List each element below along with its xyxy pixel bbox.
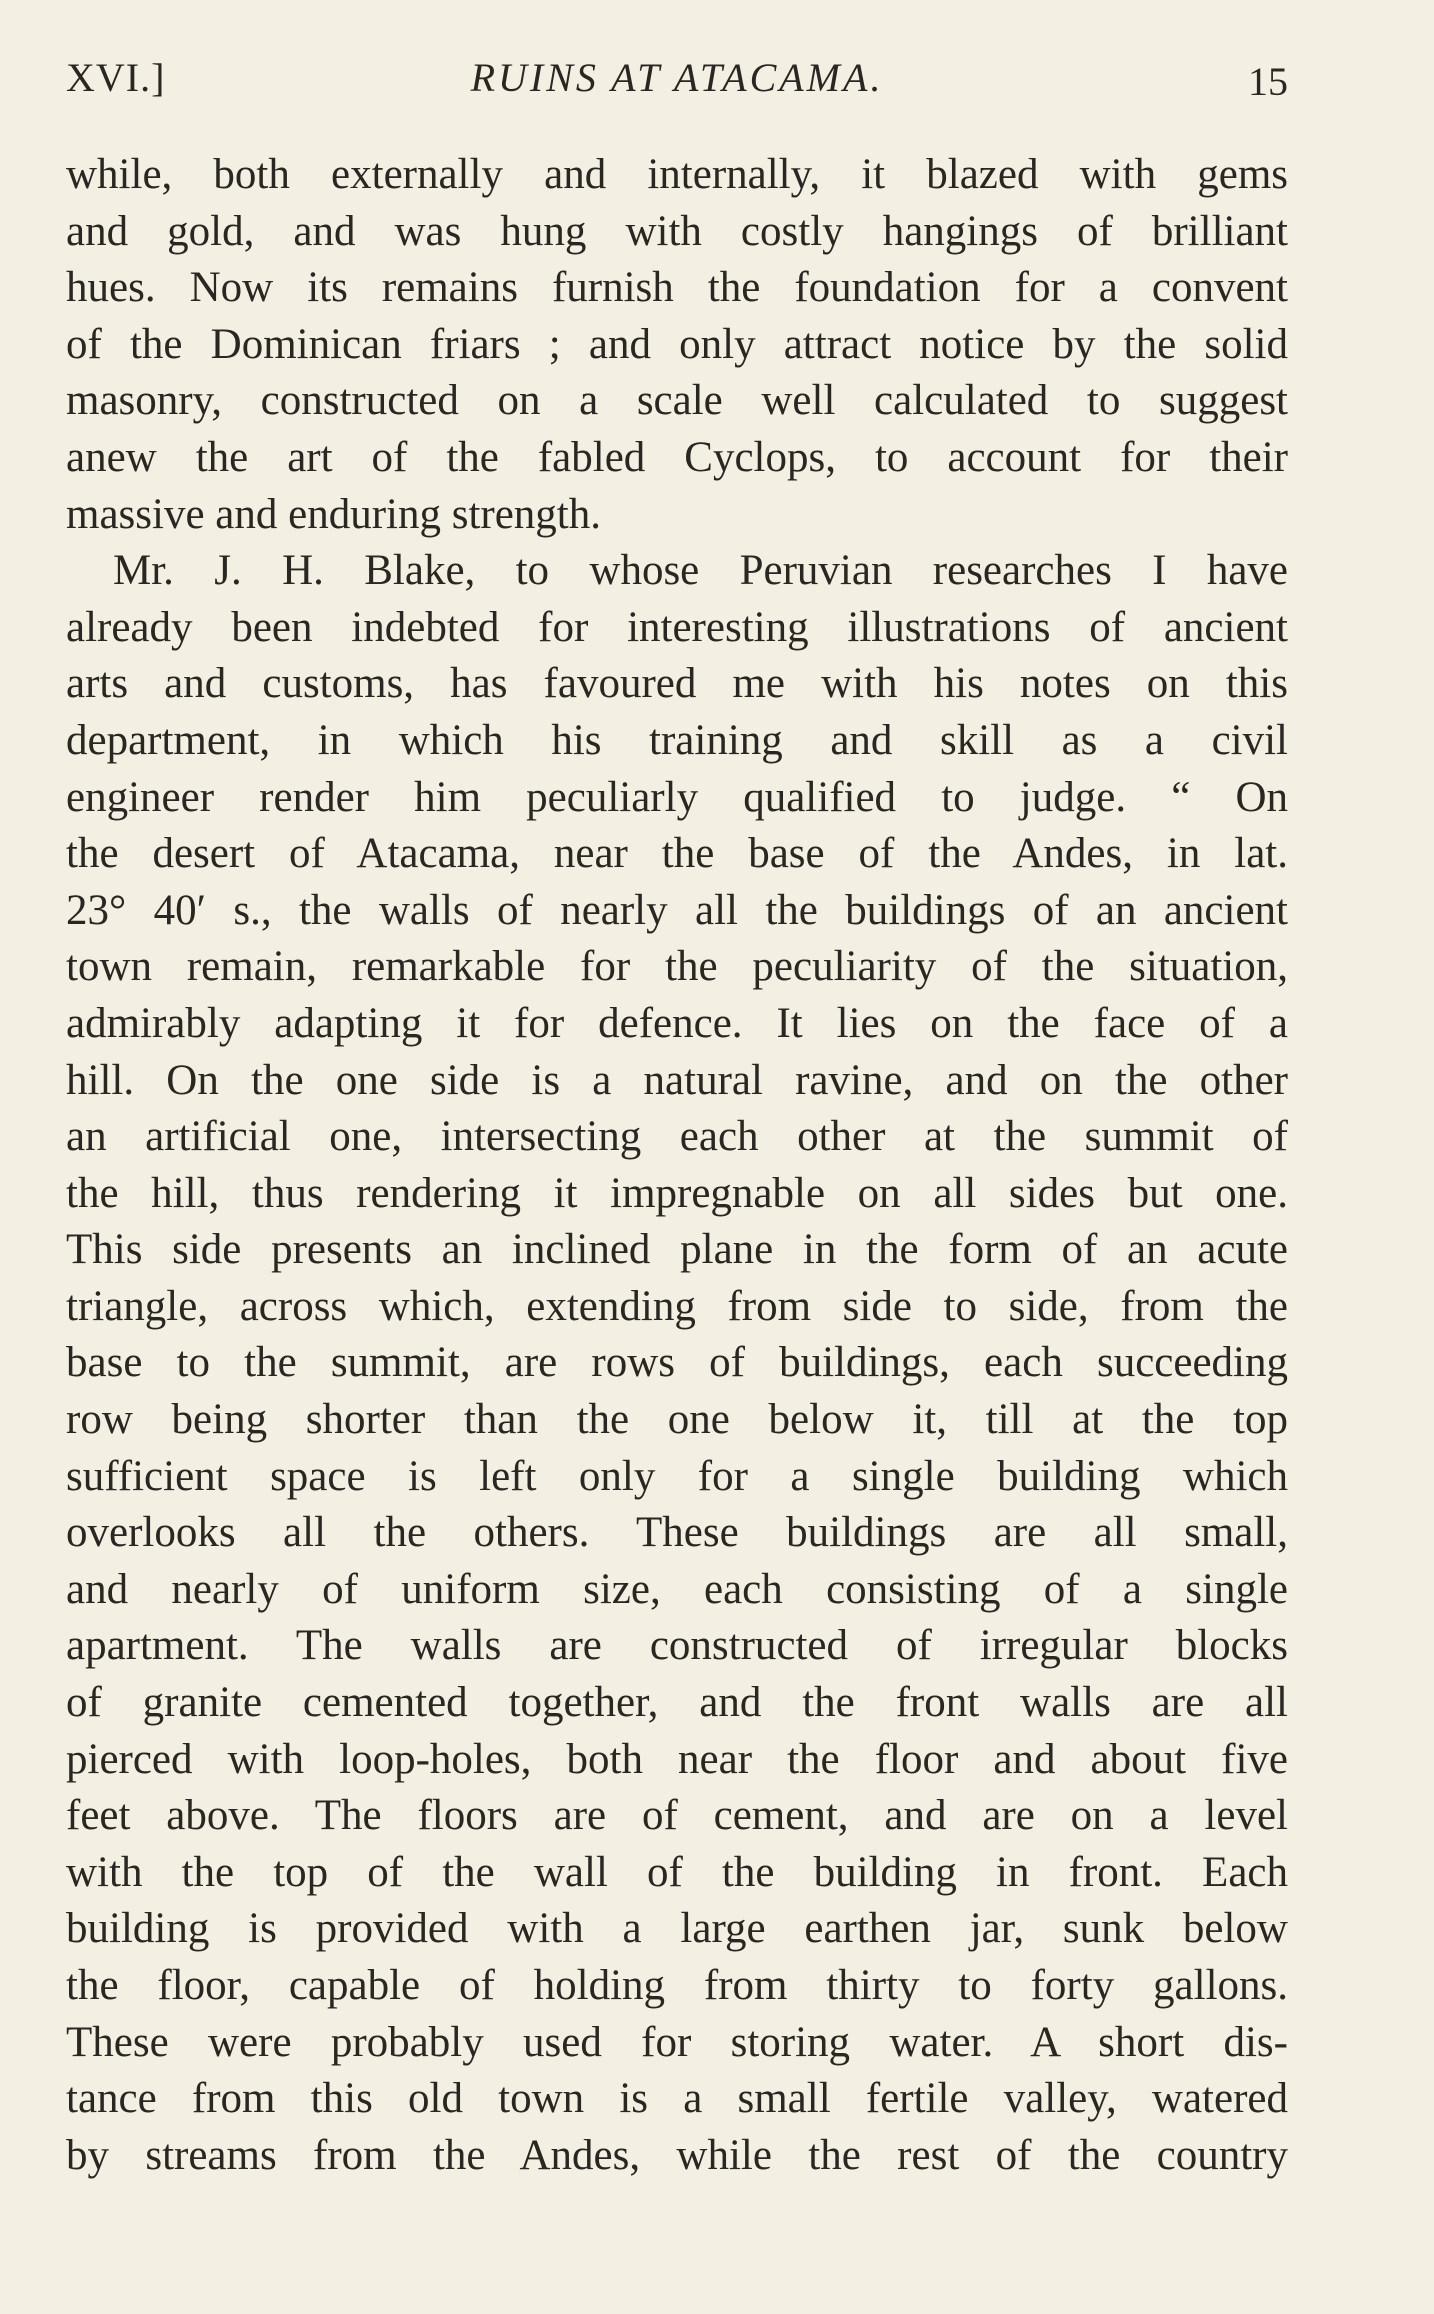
text-line: by streams from the Andes, while the rest of the country bbox=[66, 2131, 1288, 2179]
text-line: hues. Now its remains furnish the foundation for a convent bbox=[66, 264, 1288, 312]
running-head bbox=[66, 48, 1288, 108]
text-line: already been indebted for interesting illustrations of ancient bbox=[66, 603, 1288, 651]
text-line: These were probably used for storing water. A short dis- bbox=[66, 2018, 1288, 2066]
text-line: the hill, thus rendering it impregnable on all sides but one. bbox=[66, 1169, 1288, 1217]
text-line: apartment. The walls are constructed of irregular blocks bbox=[66, 1622, 1288, 1670]
text-line: This side presents an inclined plane in the form of an acute bbox=[66, 1226, 1288, 1274]
text-line: department, in which his training and skill as a civil bbox=[66, 716, 1288, 764]
text-line: town remain, remarkable for the peculiarity of the situation, bbox=[66, 943, 1288, 991]
chapter-number: XVI.] bbox=[66, 55, 166, 100]
page-number: 15 bbox=[1248, 59, 1288, 104]
running-title: RUINS AT ATACAMA. bbox=[470, 55, 884, 100]
text-line: pierced with loop-holes, both near the floor and about five bbox=[66, 1735, 1288, 1783]
text-line: admirably adapting it for defence. It lies on the face of a bbox=[66, 999, 1288, 1047]
text-line: sufficient space is left only for a single building which bbox=[66, 1452, 1288, 1500]
text-line: row being shorter than the one below it, till at the top bbox=[66, 1396, 1288, 1444]
text-line: the floor, capable of holding from thirty to forty gallons. bbox=[66, 1962, 1288, 2009]
text-line: and gold, and was hung with costly hangings of brilliant bbox=[66, 207, 1288, 255]
text-line: the desert of Atacama, near the base of the Andes, in lat. bbox=[66, 830, 1288, 878]
text-line: arts and customs, has favoured me with his notes on this bbox=[66, 660, 1288, 708]
text-line: Mr. J. H. Blake, to whose Peruvian researches I have bbox=[113, 547, 1288, 595]
text-line: with the top of the wall of the building in front. Each bbox=[66, 1848, 1288, 1896]
body-text bbox=[66, 147, 1288, 2184]
text-line: engineer render him peculiarly qualified to judge. “ On bbox=[66, 773, 1288, 821]
text-line: and nearly of uniform size, each consisting of a single bbox=[66, 1565, 1288, 1613]
text-line: of granite cemented together, and the front walls are all bbox=[66, 1679, 1288, 1727]
text-line: feet above. The floors are of cement, and are on a level bbox=[66, 1792, 1288, 1840]
text-line: base to the summit, are rows of buildings, each succeeding bbox=[66, 1339, 1288, 1387]
text-line: massive and enduring strength. bbox=[66, 490, 602, 538]
text-line: masonry, constructed on a scale well calculated to suggest bbox=[66, 377, 1288, 425]
text-line: 23° 40′ s., the walls of nearly all the buildings of an ancient bbox=[66, 886, 1288, 934]
text-line: an artificial one, intersecting each other at the summit of bbox=[66, 1113, 1288, 1161]
text-line: triangle, across which, extending from side to side, from the bbox=[66, 1282, 1288, 1330]
text-line: of the Dominican friars ; and only attract notice by the solid bbox=[66, 320, 1288, 368]
text-line: anew the art of the fabled Cyclops, to account for their bbox=[66, 433, 1288, 481]
text-line: hill. On the one side is a natural ravine, and on the other bbox=[66, 1056, 1288, 1104]
text-line: while, both externally and internally, it blazed with gems bbox=[66, 151, 1288, 198]
text-line: overlooks all the others. These buildings are all small, bbox=[66, 1509, 1288, 1557]
text-line: tance from this old town is a small fertile valley, watered bbox=[66, 2075, 1288, 2123]
text-line: building is provided with a large earthen jar, sunk below bbox=[66, 1905, 1288, 1953]
